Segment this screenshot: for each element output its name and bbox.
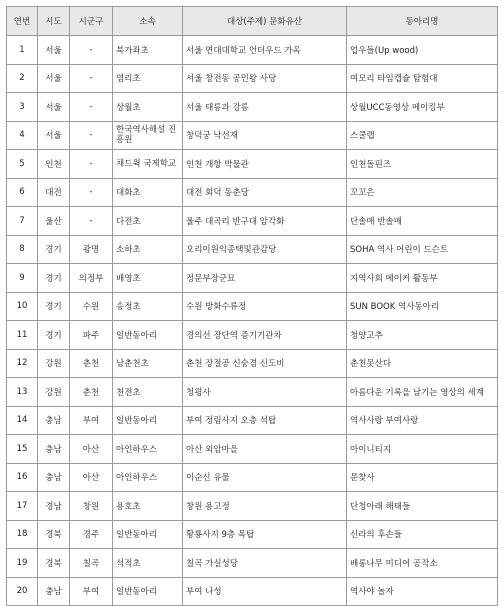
table-row [7,463,498,492]
cell-no: 9 [7,264,38,293]
table-row [7,349,498,378]
cell-club: 상월UCC동영상 메이킹부 [347,93,498,122]
cell-affiliation: 천전초 [113,378,183,407]
cell-sigungu: 부여 [70,406,113,435]
cell-no: 19 [7,549,38,578]
cell-heritage: 경의선 장단역 증기기관차 [183,321,347,350]
cell-heritage: 오리이원익종택및관감당 [183,235,347,264]
cell-heritage: 청평사 [183,378,347,407]
cell-sigungu: 의정부 [70,264,113,293]
cell-heritage: 울주 대곡리 반구대 암각화 [183,207,347,236]
table-row [7,93,498,122]
cell-sido: 서울 [38,121,70,150]
cell-no: 18 [7,520,38,549]
cell-affiliation: 상월초 [113,93,183,122]
cell-affiliation: 일반동아리 [113,321,183,350]
header-club: 동아리명 [347,7,498,36]
cell-no: 4 [7,121,38,150]
cell-no: 5 [7,150,38,179]
cell-club: 청양고추 [347,321,498,350]
cell-club: 아이니티지 [347,435,498,464]
cell-sido: 강원 [38,349,70,378]
cell-affiliation: 석적초 [113,549,183,578]
cell-affiliation: 남춘천초 [113,349,183,378]
cell-club: SUN BOOK 역사동아리 [347,292,498,321]
table-row [7,207,498,236]
table-row [7,36,498,65]
cell-sido: 울산 [38,207,70,236]
cell-club: 아름다운 기록을 남기는 영상의 세계 [347,378,498,407]
cell-club: 단솔매 반솔매 [347,207,498,236]
cell-club: 단청아래 해태들 [347,492,498,521]
table-row [7,264,498,293]
cell-sigungu: 춘천 [70,349,113,378]
cell-sido: 경기 [38,292,70,321]
cell-heritage: 인천 개항 박물관 [183,150,347,179]
cell-no: 12 [7,349,38,378]
header-affiliation: 소속 [113,7,183,36]
cell-affiliation: 염리초 [113,64,183,93]
cell-no: 3 [7,93,38,122]
cell-sido: 경기 [38,264,70,293]
cell-heritage: 부여 정림사지 오층 석탑 [183,406,347,435]
table-row [7,121,498,150]
cell-affiliation: 송정초 [113,292,183,321]
table-row [7,235,498,264]
cell-sigungu: 춘천 [70,378,113,407]
cell-no: 16 [7,463,38,492]
cell-heritage: 춘천 장절공 신숭겸 신도비 [183,349,347,378]
cell-club: 업우들(Up wood) [347,36,498,65]
cell-heritage: 서울 태릉과 강릉 [183,93,347,122]
cell-no: 17 [7,492,38,521]
cell-heritage: 대전 회덕 동춘당 [183,178,347,207]
cell-sigungu: 아산 [70,463,113,492]
table-row [7,178,498,207]
cell-club: 배롱나무 미디어 공작소 [347,549,498,578]
cell-sigungu: - [70,64,113,93]
cell-sigungu: 파주 [70,321,113,350]
cell-sigungu: 수원 [70,292,113,321]
cell-club: 역사사랑 부여사랑 [347,406,498,435]
cell-sido: 경북 [38,549,70,578]
table-row [7,549,498,578]
cell-club: 문찾사 [347,463,498,492]
cell-sigungu: - [70,150,113,179]
cell-sido: 충남 [38,577,70,606]
cell-sido: 경기 [38,321,70,350]
cell-heritage: 서울 창전동 공민왕 사당 [183,64,347,93]
cell-heritage: 수원 방화수류정 [183,292,347,321]
heritage-club-table [6,6,498,606]
header-sido: 시도 [38,7,70,36]
cell-no: 14 [7,406,38,435]
cell-sido: 강원 [38,378,70,407]
cell-sigungu: 경주 [70,520,113,549]
cell-affiliation: 다전초 [113,207,183,236]
table-header-row [7,7,498,36]
table-body [7,36,498,606]
cell-heritage: 아산 외암마을 [183,435,347,464]
table-row [7,577,498,606]
cell-heritage: 칠곡 가실성당 [183,549,347,578]
cell-sido: 충남 [38,463,70,492]
header-sigungu: 시군구 [70,7,113,36]
cell-no: 15 [7,435,38,464]
cell-club: SOHA 역사 어린이 드슨트 [347,235,498,264]
cell-sido: 경북 [38,520,70,549]
cell-sigungu: - [70,93,113,122]
cell-affiliation: 아인하우스 [113,435,183,464]
cell-sido: 인천 [38,150,70,179]
cell-affiliation: 소하초 [113,235,183,264]
cell-affiliation: 일반동아리 [113,406,183,435]
cell-affiliation: 대화초 [113,178,183,207]
cell-club: 신라의 후손들 [347,520,498,549]
table-row [7,406,498,435]
cell-affiliation: 일반동아리 [113,577,183,606]
cell-sigungu: 광명 [70,235,113,264]
cell-affiliation: 한국역사해설 진흥원 [113,121,183,150]
table-row [7,292,498,321]
table-row [7,321,498,350]
cell-club: 스쿨랩 [347,121,498,150]
cell-sigungu: - [70,178,113,207]
heritage-club-table-container [6,6,498,606]
cell-no: 11 [7,321,38,350]
cell-sigungu: 아산 [70,435,113,464]
cell-no: 20 [7,577,38,606]
cell-heritage: 황룡사지 9층 목탑 [183,520,347,549]
cell-no: 10 [7,292,38,321]
cell-sido: 경기 [38,235,70,264]
cell-sido: 충남 [38,435,70,464]
cell-affiliation: 채드윅 국제학교 [113,150,183,179]
table-row [7,520,498,549]
cell-heritage: 창덕궁 낙선재 [183,121,347,150]
cell-club: 지역사회 메이커 활동부 [347,264,498,293]
cell-sido: 충남 [38,406,70,435]
header-heritage: 대상(주제) 문화유산 [183,7,347,36]
cell-affiliation: 북가좌초 [113,36,183,65]
cell-no: 13 [7,378,38,407]
cell-club: 역사야 놀자 [347,577,498,606]
cell-heritage: 이순신 유물 [183,463,347,492]
table-row [7,492,498,521]
cell-no: 2 [7,64,38,93]
cell-heritage: 정문부장군묘 [183,264,347,293]
cell-affiliation: 아인하우스 [113,463,183,492]
cell-sido: 서울 [38,64,70,93]
cell-sigungu: 칠곡 [70,549,113,578]
cell-sigungu: - [70,121,113,150]
cell-sido: 대전 [38,178,70,207]
cell-heritage: 부여 나성 [183,577,347,606]
cell-no: 6 [7,178,38,207]
cell-no: 1 [7,36,38,65]
cell-sigungu: - [70,207,113,236]
table-row [7,64,498,93]
table-row [7,378,498,407]
cell-sido: 서울 [38,36,70,65]
table-row [7,435,498,464]
cell-sigungu: 부여 [70,577,113,606]
cell-affiliation: 배영초 [113,264,183,293]
cell-sigungu: - [70,36,113,65]
cell-affiliation: 용호초 [113,492,183,521]
cell-heritage: 서울 연대대학교 언더우드 가옥 [183,36,347,65]
header-no: 연번 [7,7,38,36]
cell-club: 춘천못산다 [347,349,498,378]
cell-club: 여모리 타임캡슐 탐험대 [347,64,498,93]
cell-heritage: 창원 용고정 [183,492,347,521]
cell-no: 8 [7,235,38,264]
cell-sido: 서울 [38,93,70,122]
cell-club: 꼬꼬은 [347,178,498,207]
cell-sido: 경남 [38,492,70,521]
cell-affiliation: 일반동아리 [113,520,183,549]
cell-sigungu: 창원 [70,492,113,521]
cell-club: 인천돌핀즈 [347,150,498,179]
table-row [7,150,498,179]
cell-no: 7 [7,207,38,236]
